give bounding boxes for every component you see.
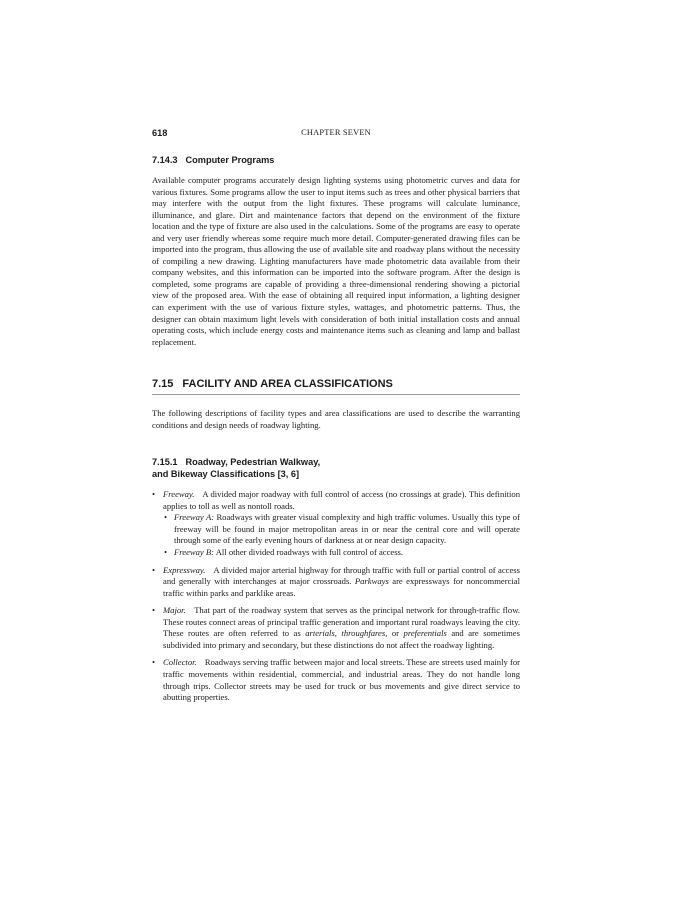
list-item-expressway <box>152 565 520 600</box>
list-item-major <box>152 605 520 651</box>
list-item-freeway-b <box>163 547 520 559</box>
term-major: Major. <box>163 605 186 616</box>
classification-list <box>152 489 520 703</box>
freeway-a-text: Roadways with greater visual complexity and high traffic volumes. Usually this type of freeway will be found in major metropolitan areas in or near the central core and will operate through some of the early evening hours of darkness at or near design capacity. <box>174 512 520 546</box>
term-parkways: Parkways <box>354 576 389 587</box>
freeway-b-text: All other divided roadways with full control of access. <box>215 547 404 558</box>
list-item-freeway <box>152 489 520 558</box>
term-freeway-b: Freeway B: <box>174 547 215 558</box>
computer-programs-paragraph: Available computer programs accurately design lighting systems using photometric curves and data for various fixtures. Some programs allow the user to input items such as trees and other physical barriers that may interfere with the output from the light fixtures. These programs will calculate luminance, illuminance, and glare. Dirt and maintenance factors that depend on the environment of the fixture location and the type of fixture are also used in the calculations. Some of the programs are easy to operate and very user friendly whereas some require much more detail. Computer-generated drawing files can be imported into the program, thus allowing the use of available site and roadway plans without the necessity of compiling a new drawing. Lighting manufacturers have made photometric data available from their company websites, and this information can be imported into the software program. After the design is completed, some programs are capable of providing a three-dimensional rendering showing a pictorial view of the proposed area. With the ease of obtaining all required input information, a lighting designer can experiment with the use of various fixture styles, wattages, and photometric patterns. Thus, the designer can obtain maximum light levels with consideration of both initial installation costs and annual operating costs, which include energy costs and maintenance items such as cleaning and lamp and ballast replacement. <box>152 175 520 347</box>
subsection-heading-7-15-1 <box>152 457 520 480</box>
subsection-title: Computer Programs <box>185 155 275 165</box>
list-item-collector <box>152 657 520 703</box>
subsection-title-line-1: Roadway, Pedestrian Walkway, <box>185 457 321 468</box>
collector-text: Roadways serving traffic between major and local streets. These are streets used mainly for traffic movements within residential, commercial, and industrial areas. They do not handle long through trips. Collector streets may be used for truck or bus movements and give direct service to abutting properties. <box>163 657 520 703</box>
freeway-text: A divided major roadway with full control of access (no crossings at grade). This definition applies to toll as well as nontoll roads. <box>163 489 520 511</box>
expressway-text: A divided major arterial highway for through traffic with full or partial control of access and generally with interchanges at major crossroads. <box>163 564 520 587</box>
section-title: FACILITY AND AREA CLASSIFICATIONS <box>182 378 393 391</box>
subsection-heading-7-14-3 <box>152 154 520 166</box>
running-head: CHAPTER SEVEN <box>301 128 371 137</box>
major-text-end: and are sometimes subdivided into primary and secondary, but these distinctions do not affect the roadway lighting. <box>163 628 520 650</box>
major-text: That part of the roadway system that serves as the principal network for through-traffic flow. These routes connect areas of principal traffic generation and important rural roadways leaving the city. These routes are often referred to as <box>163 605 520 639</box>
major-alt-term-last: preferentials <box>403 628 447 639</box>
subsection-number: 7.15.1 <box>152 457 178 468</box>
page-content <box>152 154 520 710</box>
subsection-title-line-2: and Bikeway Classifications [3, 6] <box>152 468 300 479</box>
major-or-word: or <box>391 628 400 639</box>
term-freeway: Freeway. <box>163 489 195 500</box>
page-header <box>152 128 520 140</box>
subsection-number: 7.14.3 <box>152 155 178 165</box>
term-freeway-a: Freeway A: <box>174 512 215 523</box>
parkways-text: are expressways for noncommercial traffic within parks and parklike areas. <box>163 576 520 598</box>
term-expressway: Expressway. <box>163 564 206 575</box>
section-number: 7.15 <box>152 378 174 391</box>
major-alt-terms: arterials, throughfares, <box>305 628 388 639</box>
page-number: 618 <box>152 128 168 138</box>
freeway-sub-list <box>163 512 520 558</box>
term-collector: Collector. <box>163 657 197 668</box>
section-heading-7-15 <box>152 377 520 395</box>
classifications-intro-paragraph: The following descriptions of facility types and area classifications are used to describe the warranting conditions and design needs of roadway lighting. <box>152 408 520 430</box>
list-item-freeway-a <box>163 512 520 547</box>
